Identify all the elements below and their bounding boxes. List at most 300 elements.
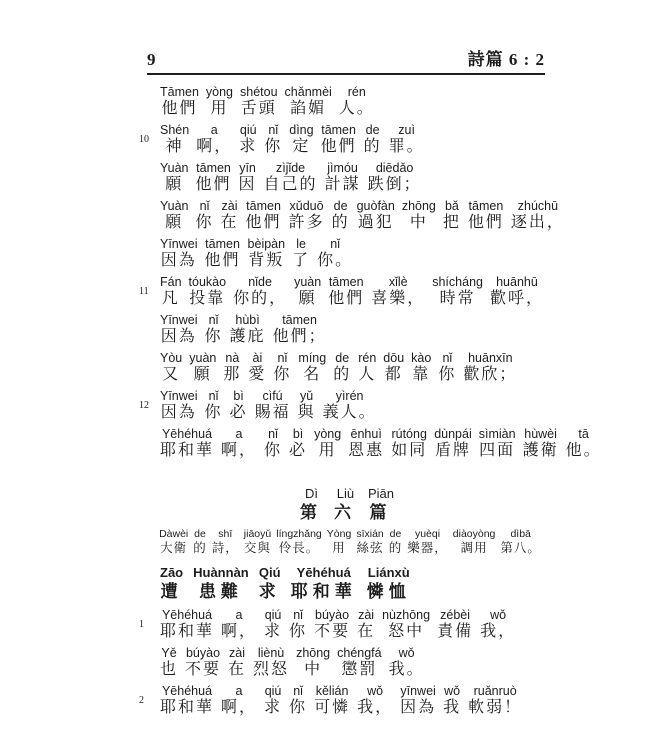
pinyin-text: tāmen [282,313,317,327]
hanzi-text: 我。 [388,661,425,678]
pinyin-text: tāmen [205,237,240,251]
word-pair [239,123,257,157]
verse-number: 11 [139,286,149,297]
verse-line [160,313,545,347]
pinyin-text: nǐde [248,275,272,289]
pinyin-text: língzhǎng [276,528,322,540]
hanzi-text: 懲罰 [341,661,378,678]
pinyin-text: tāmen [246,199,281,213]
word-pair [230,313,266,347]
word-pair [468,684,522,718]
pinyin-text: zhúchū [517,199,559,213]
verse-line [160,199,565,233]
pinyin-text: Yīnwei [160,237,198,251]
pinyin-text: zìjǐde [275,161,306,175]
pinyin-text: xǔduō [289,199,324,213]
hanzi-text: 你 [195,214,214,231]
word-pair [160,237,198,271]
word-pair [228,646,246,680]
hanzi-text: 烈怒 [253,661,290,678]
hanzi-text: 求 [239,138,258,155]
word-pair [400,684,436,718]
word-pair [314,427,341,461]
pinyin-text: zài [358,608,375,622]
pinyin-text: yīnwei [400,684,436,698]
hanzi-text: 責備 [437,623,474,640]
pinyin-text: guòfàn [356,199,395,213]
pinyin-text: sìmiàn [478,427,516,441]
pinyin-text: Yēhéhuá [161,608,213,622]
hanzi-text: 跌倒； [367,176,422,193]
word-pair [479,427,516,461]
pinyin-text: diàoyòng [452,528,496,540]
hanzi-text: 因 [238,176,257,193]
pinyin-text: qiú [239,123,257,137]
pinyin-text: Yēhéhuá [161,684,213,698]
pinyin-text: rén [347,85,366,99]
hanzi-text: 投靠 [189,290,226,307]
word-pair [389,646,425,680]
word-pair [334,487,357,524]
verse-number: 12 [139,400,149,411]
hanzi-text: 六 [333,503,357,522]
hanzi-text: 因為 [160,252,197,269]
word-pair [196,199,214,233]
word-pair [468,199,504,233]
pinyin-text: Yuàn [160,199,189,213]
pinyin-text: a [235,427,243,441]
word-pair [382,608,430,642]
hanzi-text: 憐恤 [366,582,411,601]
word-pair [357,684,393,718]
hanzi-text: 盾牌 [434,442,471,459]
hanzi-text: 我， [357,699,394,716]
hanzi-text: 耶和華 [160,442,215,459]
word-pair [206,85,233,119]
hanzi-text: 中 [304,661,323,678]
verse-number: 10 [139,134,149,145]
hanzi-text: 求 [258,582,281,601]
word-pair [327,528,352,557]
hanzi-text: 在 [220,214,239,231]
hanzi-text: 的 [363,138,382,155]
hanzi-text: 護庇 [229,328,266,345]
word-pair [314,684,350,718]
pinyin-text: nǐ [277,351,288,365]
text-block [139,50,602,722]
word-pair [337,646,381,680]
word-pair [264,123,282,157]
hanzi-text: 的 [388,541,403,555]
pinyin-text: wǒ [444,684,461,698]
word-pair [264,427,282,461]
hanzi-text: 中 [409,214,428,231]
word-pair [368,487,394,524]
pinyin-text: Shén [160,123,190,137]
word-pair [289,123,313,157]
pinyin-text: de [365,123,380,137]
hanzi-text: 他們 [328,290,365,307]
hanzi-text: 啊， [221,623,258,640]
pinyin-text: zhōng [296,646,331,660]
hanzi-text: 你 [438,366,457,383]
hanzi-text: 自己的 [263,176,318,193]
pinyin-text: Yòng [326,528,352,540]
verse-number: 1 [139,619,144,630]
psalm-attribution-subtitle [160,528,545,557]
word-pair [276,528,322,557]
hanzi-text: 交與 [244,541,272,555]
pinyin-text: qiú [264,608,282,622]
pinyin-text: Dàwèi [159,528,189,540]
pinyin-text: Yēhéhuá [296,565,351,580]
pinyin-text: dìbā [510,528,531,540]
word-pair [253,646,289,680]
pinyin-text: Yòu [160,351,183,365]
word-pair [383,351,404,385]
pinyin-text: bǎ [444,199,459,213]
pinyin-text: jìmóu [327,161,358,175]
hanzi-text: 如同 [391,442,428,459]
hanzi-text: 因為 [160,404,197,421]
hanzi-text: 用 [332,541,346,555]
verse-line [160,646,545,680]
word-pair [289,684,307,718]
pinyin-text: Zāo [160,565,184,580]
word-pair [160,566,183,603]
word-pair [273,313,327,347]
pinyin-text: rén [358,351,377,365]
pinyin-text: Dì [304,486,318,501]
pinyin-text: nǐ [208,389,219,403]
hanzi-text: 他們 [161,100,198,117]
pinyin-text: bì [233,389,244,403]
word-pair [160,85,199,119]
pinyin-text: zhōng [401,199,436,213]
word-pair [159,528,188,557]
word-pair [248,237,286,271]
hanzi-text: 計謀 [324,176,361,193]
hanzi-text: 你 [204,404,223,421]
pinyin-text: nà [225,351,240,365]
pinyin-text: Tāmen [160,85,199,99]
hanzi-text: 四面 [479,442,516,459]
hanzi-text: 他們 [245,214,282,231]
verse-line [160,237,545,271]
pinyin-text: chǎnmèi [284,85,332,99]
word-pair [321,123,357,157]
word-pair [333,351,351,385]
hanzi-text: 凡 [161,290,180,307]
verse-line [139,684,545,718]
word-pair [357,608,375,642]
hanzi-text: 人 [358,366,377,383]
pinyin-text: bì [292,427,304,441]
pinyin-text: huānxīn [468,351,513,365]
pinyin-text: yīn [239,161,256,175]
pinyin-text: búyào [185,646,221,660]
word-pair [160,608,214,642]
word-pair [298,351,326,385]
pinyin-text: Yuàn [160,161,189,175]
pinyin-text: Liù [336,486,355,501]
pinyin-text: shícháng [432,275,483,289]
pinyin-text: zài [229,646,246,660]
word-pair [160,389,198,423]
verse-line [139,389,545,423]
word-pair [160,313,198,347]
word-pair [298,389,316,423]
word-pair [259,566,281,603]
hanzi-text: 你 [264,442,283,459]
word-pair [325,161,361,195]
pinyin-text: Fán [160,275,182,289]
verse-line [139,275,545,309]
pinyin-text: zuì [398,123,415,137]
word-pair [233,275,287,309]
word-pair [289,427,307,461]
hanzi-text: 因為 [160,328,197,345]
pinyin-text: yuàn [294,275,322,289]
hanzi-text: 歡呼， [489,290,544,307]
hanzi-text: 絲弦 [356,541,384,555]
word-pair [480,608,516,642]
pinyin-text: tā [578,427,589,441]
word-pair [367,566,411,603]
pinyin-text: yuàn [189,351,217,365]
hanzi-text: 你 [264,138,283,155]
hanzi-text: 願 [193,366,212,383]
hanzi-text: 調用 [460,541,488,555]
pinyin-text: hùbì [235,313,260,327]
pinyin-text: de [333,199,348,213]
pinyin-text: Huànnàn [193,565,249,580]
pinyin-text: nǐ [208,313,219,327]
word-pair [443,684,461,718]
pinyin-text: kào [411,351,432,365]
verse-line [160,427,602,461]
pinyin-text: dōu [383,351,405,365]
pinyin-text: dùnpái [434,427,472,441]
word-pair [196,123,232,157]
hanzi-text: 他們 [204,252,241,269]
hanzi-text: 人。 [338,100,375,117]
word-pair [511,199,565,233]
hanzi-text: 你 [289,699,308,716]
word-pair [356,528,383,557]
verse-line [160,161,545,195]
hanzi-text: 名 [303,366,322,383]
word-pair [566,427,602,461]
word-pair [160,351,182,385]
pinyin-text: le [296,237,306,251]
hanzi-text: 啊， [221,442,258,459]
hanzi-text: 你 [204,328,223,345]
hanzi-text: 也 [160,661,179,678]
word-pair [264,608,282,642]
pinyin-text: wǒ [367,684,384,698]
hanzi-text: 第八。 [500,541,541,555]
word-pair [273,351,291,385]
hanzi-text: 用 [210,100,229,117]
hanzi-text: 你。 [317,252,354,269]
hanzi-text: 許多 [288,214,325,231]
hanzi-text: 了 [292,252,311,269]
hanzi-text: 神 [165,138,184,155]
pinyin-text: yuèqi [414,528,441,540]
word-pair [328,275,364,309]
word-pair [317,237,353,271]
hanzi-text: 背叛 [248,252,285,269]
hanzi-text: 樂器， [407,541,448,555]
pinyin-text: sīxián [356,528,384,540]
word-pair [437,608,473,642]
hanzi-text: 因為 [400,699,437,716]
psalm-number-title [160,487,545,524]
pinyin-text: a [235,608,243,622]
word-pair [264,161,318,195]
word-pair [314,608,350,642]
word-pair [193,566,249,603]
hanzi-text: 啊， [221,699,258,716]
word-pair [246,199,282,233]
word-pair [391,427,427,461]
hanzi-text: 不要 [185,661,222,678]
hanzi-text: 愛 [248,366,267,383]
word-pair [292,237,310,271]
hanzi-text: 都 [384,366,403,383]
hanzi-text: 軟弱！ [468,699,523,716]
hanzi-text: 不要 [314,623,351,640]
pinyin-text: qiú [264,684,282,698]
pinyin-text: Liánxù [367,565,410,580]
hanzi-text: 靠 [412,366,431,383]
pinyin-text: shī [218,528,233,540]
word-pair [490,275,544,309]
pinyin-text: zébèi [440,608,471,622]
hanzi-text: 罪。 [388,138,425,155]
pinyin-text: Yīnwei [160,389,198,403]
pinyin-text: bèipàn [247,237,286,251]
word-pair [196,161,232,195]
hanzi-text: 我， [480,623,517,640]
verse-line [160,351,545,385]
word-pair [212,528,239,557]
hanzi-text: 篇 [369,503,393,522]
hanzi-text: 伶長。 [278,541,320,555]
pinyin-text: de [335,351,350,365]
pinyin-text: diēdǎo [375,161,414,175]
word-pair [230,389,248,423]
hanzi-text: 賜福 [254,404,291,421]
pinyin-text: yòng [205,85,234,99]
pinyin-text: Yīnwei [160,313,198,327]
pinyin-text: nùzhōng [382,608,431,622]
pinyin-text: cìfú [262,389,283,403]
pinyin-text: tāmen [468,199,504,213]
word-pair [223,351,241,385]
word-pair [160,275,182,309]
pinyin-text: nǐ [268,123,279,137]
hanzi-text: 你 [273,366,292,383]
pinyin-text: ài [252,351,263,365]
hanzi-text: 必 [289,442,308,459]
pinyin-text: huānhū [496,275,538,289]
word-pair [255,389,291,423]
word-pair [357,199,395,233]
word-pair [160,123,189,157]
pinyin-text: nǐ [268,427,278,441]
hanzi-text: 時常 [439,290,476,307]
hanzi-text: 可憐 [314,699,351,716]
pinyin-text: búyào [315,608,350,622]
hanzi-text: 求 [264,699,283,716]
pinyin-text: nǐ [442,351,453,365]
hanzi-text: 耶和華 [290,582,357,601]
word-pair [205,313,223,347]
pinyin-text: Piān [367,486,395,501]
word-pair [160,199,189,233]
hanzi-text: 願 [165,214,184,231]
word-pair [160,427,214,461]
word-pair [189,275,227,309]
pinyin-text: nǐ [293,608,303,622]
hanzi-text: 患難 [198,582,243,601]
hanzi-text: 在 [228,661,247,678]
word-pair [205,389,223,423]
word-pair [443,199,461,233]
hanzi-text: 逐出， [510,214,565,231]
hanzi-text: 諂媚 [290,100,327,117]
word-pair [289,608,307,642]
pinyin-text: nǐ [293,684,303,698]
verse-line [160,85,545,119]
running-head-chapter-ref: 詩篇 6 : 2 [467,50,545,69]
word-pair [160,646,178,680]
hanzi-text: 用 [318,442,337,459]
word-pair [358,351,376,385]
word-pair [434,427,472,461]
word-pair [364,123,382,157]
hanzi-text: 你的， [233,290,288,307]
hanzi-text: 啊， [196,138,233,155]
pinyin-text: míng [298,351,327,365]
hanzi-text: 求 [264,623,283,640]
hanzi-text: 遭 [160,582,183,601]
word-pair [500,528,541,557]
word-pair [239,161,257,195]
hanzi-text: 舌頭 [240,100,277,117]
hanzi-text: 那 [223,366,242,383]
word-pair [205,237,241,271]
word-pair [221,199,239,233]
word-pair [248,351,266,385]
hanzi-text: 喜樂， [371,290,426,307]
pinyin-text: tóukào [188,275,227,289]
word-pair [348,427,384,461]
word-pair [185,646,221,680]
verse-lines-container [139,85,602,718]
page-header [147,50,545,70]
hanzi-text: 他們 [195,176,232,193]
verse-line [139,123,545,157]
hanzi-text: 大衛 [160,541,188,555]
pinyin-text: dìng [289,123,314,137]
hanzi-text: 耶和華 [160,699,215,716]
pinyin-text: nǐ [330,237,340,251]
pinyin-text: Qiú [258,565,281,580]
pinyin-text: kělián [315,684,349,698]
